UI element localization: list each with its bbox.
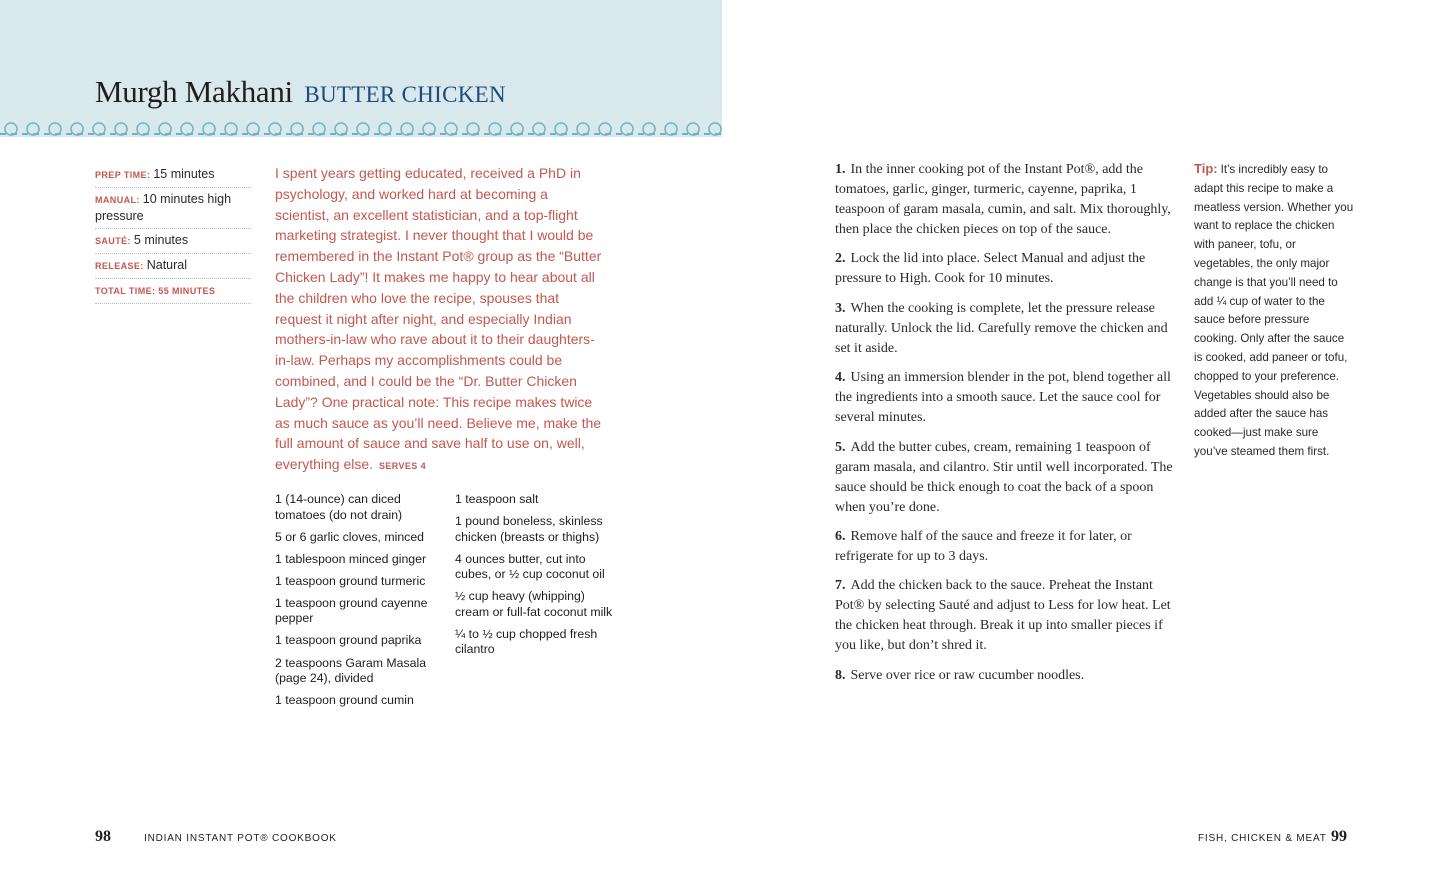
step-item: [835, 160, 1175, 240]
step-number: 7.: [835, 578, 846, 594]
meta-manual: [95, 188, 251, 229]
ingredients-column-2: [455, 492, 615, 664]
left-running-title: INDIAN INSTANT POT® COOKBOOK: [144, 833, 337, 844]
ingredient-item: 1 teaspoon ground cumin: [275, 693, 414, 708]
ingredient-item: ¼ to ½ cup chopped fresh cilantro: [455, 626, 598, 657]
step-item: [835, 527, 1175, 567]
step-number: 6.: [835, 528, 846, 544]
tip-label: Tip:: [1194, 161, 1218, 176]
meta-prep-value: 15 minutes: [153, 167, 215, 181]
tip-box: [1194, 160, 1354, 462]
ingredient-item: 1 tablespoon minced ginger: [275, 551, 427, 566]
step-text: Serve over rice or raw cucumber noodles.: [850, 667, 1085, 683]
ingredient-item: 5 or 6 garlic cloves, minced: [275, 529, 424, 544]
intro-text: I spent years getting educated, received a PhD in psychology, and worked hard at becoming a scientist, an excellent statistician, and a top-flight marketing strategist. I never thought that I would be remembered in the Instant Pot® group as the “Butter Chicken Lady”! It makes me happy to hear about all the children who love the recipe, spouses that request it night after night, and especially Indian mothers-in-law who rave about it to their daughters-in-law. Perhaps my accomplishments could be combined, and I could be the “Dr. Butter Chicken Lady”? One practical note: This recipe makes twice as much sauce as you’ll need. Believe me, make the full amount of sauce and save half to use on, well, everything else.: [275, 165, 602, 473]
title-subtitle: BUTTER CHICKEN: [304, 82, 506, 107]
ingredient-item: 1 teaspoon ground turmeric: [275, 573, 426, 588]
step-number: 8.: [835, 667, 846, 683]
step-text: Add the chicken back to the sauce. Preheat the Instant Pot® by selecting Sauté and adjust to Less for low heat. Let the chicken heat through. Break it up into smaller pieces if you like, but don’t shred it.: [835, 578, 1171, 654]
meta-release: [95, 254, 251, 279]
step-item: [835, 368, 1175, 428]
meta-release-value: Natural: [146, 258, 188, 272]
meta-saute-value: 5 minutes: [133, 233, 189, 247]
step-item: [835, 438, 1175, 518]
right-running-title: FISH, CHICKEN & MEAT: [1198, 833, 1327, 844]
step-number: 1.: [835, 162, 846, 177]
header-band: [0, 0, 722, 137]
ingredient-item: 1 teaspoon salt: [455, 492, 539, 506]
title-main: Murgh Makhani: [95, 74, 293, 109]
meta-prep-label: PREP TIME:: [95, 170, 151, 180]
left-page: [0, 0, 722, 891]
step-item: [835, 249, 1175, 289]
step-item: [835, 666, 1175, 686]
right-page-number: 99: [1331, 828, 1347, 845]
step-number: 4.: [835, 370, 846, 386]
method-steps: [835, 160, 1175, 695]
ingredient-item: ½ cup heavy (whipping) cream or full-fat coconut milk: [455, 589, 613, 619]
step-text: Using an immersion blender in the pot, blend together all the ingredients into a smooth sauce. Let the sauce cool for several minutes.: [835, 370, 1171, 426]
step-item: [835, 576, 1175, 656]
meta-total: [95, 279, 251, 304]
left-page-number: 98: [95, 828, 111, 845]
ingredient-item: 1 pound boneless, skinless chicken (breasts or thighs): [455, 514, 603, 544]
meta-saute-label: SAUTÉ:: [95, 236, 131, 246]
decorative-border: [0, 119, 722, 137]
step-item: [835, 299, 1175, 359]
step-text: Lock the lid into place. Select Manual and adjust the pressure to High. Cook for 10 minutes.: [835, 251, 1146, 287]
step-number: 5.: [835, 439, 846, 455]
meta-manual-value: 10 minutes high pressure: [95, 192, 232, 223]
meta-prep: [95, 163, 251, 188]
meta-manual-label: MANUAL:: [95, 195, 140, 205]
meta-total-time: TOTAL TIME: 55 MINUTES: [95, 286, 216, 296]
serves-label: SERVES 4: [378, 461, 427, 472]
ingredient-item: 4 ounces butter, cut into cubes, or ½ cup coconut oil: [455, 551, 605, 582]
ingredient-item: 1 teaspoon ground paprika: [275, 633, 422, 648]
recipe-meta: [95, 163, 251, 304]
step-text: Add the butter cubes, cream, remaining 1 teaspoon of garam masala, and cilantro. Stir until well incorporated. The sauce should be thick enough to coat the back of a spoon when you’re done.: [835, 439, 1173, 515]
step-text: In the inner cooking pot of the Instant Pot®, add the tomatoes, garlic, ginger, turmeric, cayenne, paprika, 1 teaspoon of garam masala, cumin, and salt. Mix thoroughly, then place the chicken pieces on top of the sauce.: [835, 162, 1171, 237]
meta-saute: [95, 229, 251, 254]
tip-text: It’s incredibly easy to adapt this recipe to make a meatless version. Whether you want to replace the chicken with paneer, tofu, or vegetables, the only major change is that you’ll need to add ¼ cup of water to the sauce before pressure cooking. Only after the sauce is cooked, add paneer or tofu, chopped to your preference. Vegetables should also be added after the sauce has cooked—just make sure you’ve steamed them first.: [1194, 163, 1354, 458]
ingredient-item: 2 teaspoons Garam Masala (page 24), divided: [275, 655, 427, 686]
ingredient-item: 1 (14-ounce) can diced tomatoes (do not drain): [275, 492, 403, 522]
recipe-title: [95, 74, 506, 110]
right-page: [722, 0, 1445, 891]
meta-release-label: RELEASE:: [95, 261, 144, 271]
step-number: 2.: [835, 251, 846, 267]
intro-paragraph: [275, 163, 605, 477]
step-text: When the cooking is complete, let the pressure release naturally. Unlock the lid. Carefully remove the chicken and set it aside.: [835, 300, 1168, 356]
step-text: Remove half of the sauce and freeze it for later, or refrigerate for up to 3 days.: [835, 528, 1132, 564]
ingredient-item: 1 teaspoon ground cayenne pepper: [275, 595, 428, 626]
step-number: 3.: [835, 300, 846, 316]
ingredients-column-1: [275, 492, 443, 715]
